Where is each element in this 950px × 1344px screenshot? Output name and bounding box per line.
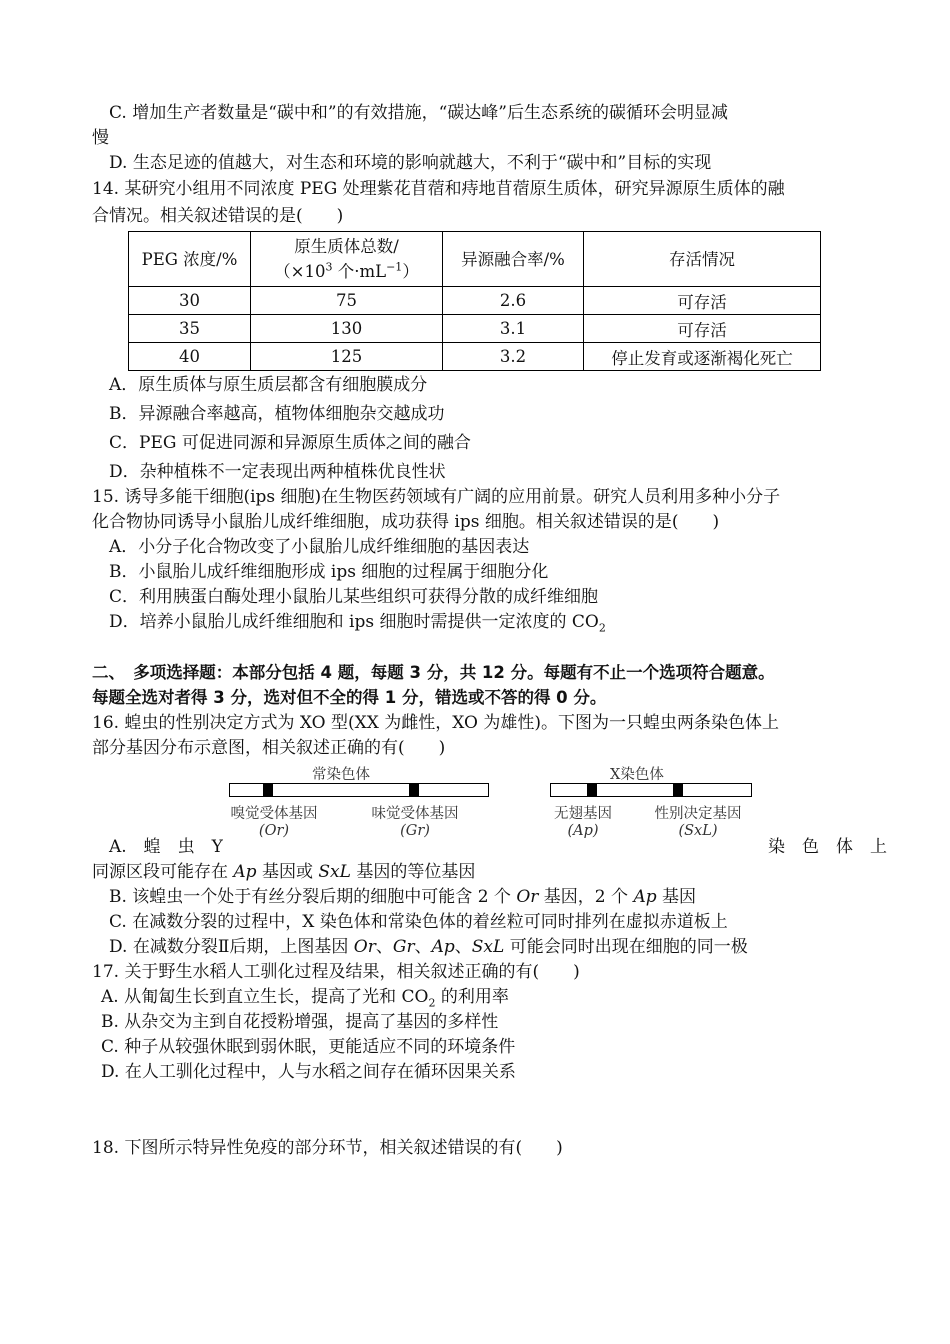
autosome-title: 常染色体 xyxy=(312,767,370,783)
gene-ap-label: 无翅基因 (Ap) xyxy=(554,806,612,839)
table-row xyxy=(129,343,821,371)
gene-or-label: 嗅觉受体基因 (Or) xyxy=(230,806,318,839)
section2-header-line1: 二、 多项选择题：本部分包括 4 题，每题 3 分，共 12 分。每题有不止一个选项符合题意。 xyxy=(92,663,775,682)
q15-stem-line2: 化合物协同诱导小鼠胎儿成纤维细胞，成功获得 ips 细胞。相关叙述错误的是( ) xyxy=(92,512,720,532)
q16-option-a-left: A. 蝗 虫 Y xyxy=(109,837,223,857)
q17-stem: 17. 关于野生水稻人工驯化过程及结果，相关叙述正确的有( ) xyxy=(92,962,580,982)
q18-stem: 18. 下图所示特异性免疫的部分环节，相关叙述错误的有( ) xyxy=(92,1138,563,1158)
table-cell: 130 xyxy=(251,315,443,343)
q16-stem-line2: 部分基因分布示意图，相关叙述正确的有( ) xyxy=(92,738,446,758)
q16-option-c: C. 在减数分裂的过程中，X 染色体和常染色体的着丝粒可同时排列在虚拟赤道板上 xyxy=(109,912,728,932)
q16-stem-line1: 16. 蝗虫的性别决定方式为 XO 型(XX 为雌性，XO 为雄性)。下图为一只蝗虫两条染色体上 xyxy=(92,713,780,733)
q16-option-a-right: 染 色 体 上 xyxy=(768,837,887,857)
q14-option-c: C．PEG 可促进同源和异源原生质体之间的融合 xyxy=(109,433,471,453)
table-cell: 停止发育或逐渐褐化死亡 xyxy=(584,343,821,371)
q17-option-c: C. 种子从较强休眠到弱休眠，更能适应不同的环境条件 xyxy=(101,1037,516,1057)
table-header-total xyxy=(251,232,443,287)
q14-option-a: A．原生质体与原生质层都含有细胞膜成分 xyxy=(109,375,428,395)
autosome-bar xyxy=(229,783,489,797)
q15-stem-line1: 15. 诱导多能干细胞(ips 细胞)在生物医药领域有广阔的应用前景。研究人员利用多种小分子 xyxy=(92,487,781,507)
q14-data-table xyxy=(128,231,821,371)
gene-gr-label: 味觉受体基因 (Gr) xyxy=(371,806,459,839)
q16-option-d: D. 在减数分裂Ⅱ后期，上图基因 Or、Gr、Ap、SxL 可能会同时出现在细胞的同一极 xyxy=(109,937,748,957)
q17-option-a: A. 从匍匐生长到直立生长，提高了光和 $CO_2$ 的利用率 xyxy=(101,987,509,1010)
gene-sxl-band xyxy=(673,784,683,796)
table-header-row xyxy=(129,232,821,287)
q14-stem-line2: 合情况。相关叙述错误的是( ) xyxy=(92,206,344,226)
table-cell: 125 xyxy=(251,343,443,371)
table-cell: 40 xyxy=(129,343,251,371)
table-cell: 3.1 xyxy=(443,315,584,343)
table-header-survival: 存活情况 xyxy=(584,232,821,287)
table-cell: 2.6 xyxy=(443,287,584,315)
q13-option-c-line2: 慢 xyxy=(92,128,109,148)
table-cell: 30 xyxy=(129,287,251,315)
q16-option-a-line2: 同源区段可能存在 Ap 基因或 SxL 基因的等位基因 xyxy=(92,862,476,882)
q17-option-b: B. 从杂交为主到自花授粉增强，提高了基因的多样性 xyxy=(101,1012,499,1032)
q15-option-a: A．小分子化合物改变了小鼠胎儿成纤维细胞的基因表达 xyxy=(109,537,530,557)
table-row xyxy=(129,287,821,315)
q13-option-d: D. 生态足迹的值越大，对生态和环境的影响就越大，不利于“碳中和”目标的实现 xyxy=(109,153,712,173)
table-header-peg: PEG 浓度/% xyxy=(129,232,251,287)
table-cell: 可存活 xyxy=(584,287,821,315)
gene-sxl-label: 性别决定基因 (SxL) xyxy=(654,806,742,839)
table-cell: 3.2 xyxy=(443,343,584,371)
table-row xyxy=(129,315,821,343)
section2-header-line2: 每题全选对者得 3 分，选对但不全的得 1 分，错选或不答的得 0 分。 xyxy=(92,688,607,707)
table-cell: 75 xyxy=(251,287,443,315)
q14-option-d: D．杂种植株不一定表现出两种植株优良性状 xyxy=(109,462,446,482)
q13-option-c-line1: C. 增加生产者数量是“碳中和”的有效措施，“碳达峰”后生态系统的碳循环会明显减 xyxy=(109,103,728,123)
q15-option-d: D．培养小鼠胎儿成纤维细胞和 ips 细胞时需提供一定浓度的 $CO_2$ xyxy=(109,612,606,635)
q16-option-b: B. 该蝗虫一个处于有丝分裂后期的细胞中可能含 2 个 Or 基因，2 个 Ap 基因 xyxy=(109,887,697,907)
table-header-total-line1: 原生质体总数/ xyxy=(294,236,399,256)
q15-option-b: B．小鼠胎儿成纤维细胞形成 ips 细胞的过程属于细胞分化 xyxy=(109,562,549,582)
table-cell: 可存活 xyxy=(584,315,821,343)
q15-option-c: C．利用胰蛋白酶处理小鼠胎儿某些组织可获得分散的成纤维细胞 xyxy=(109,587,599,607)
q14-stem-line1: 14. 某研究小组用不同浓度 PEG 处理紫花苜蓿和痔地苜蓿原生质体，研究异源原生质体的融 xyxy=(92,179,785,199)
q14-option-b: B．异源融合率越高，植物体细胞杂交越成功 xyxy=(109,404,445,424)
gene-ap-band xyxy=(587,784,597,796)
table-header-total-line2: （$\times 10^3$ 个$\cdot mL^{-1}$） xyxy=(274,260,419,282)
q17-option-d: D. 在人工驯化过程中，人与水稻之间存在循环因果关系 xyxy=(101,1062,516,1082)
table-cell: 35 xyxy=(129,315,251,343)
gene-or-band xyxy=(263,784,273,796)
x-chromosome-title: X染色体 xyxy=(610,767,664,783)
table-header-fusion-rate: 异源融合率/% xyxy=(443,232,584,287)
x-chromosome-bar xyxy=(550,783,752,797)
gene-gr-band xyxy=(409,784,419,796)
